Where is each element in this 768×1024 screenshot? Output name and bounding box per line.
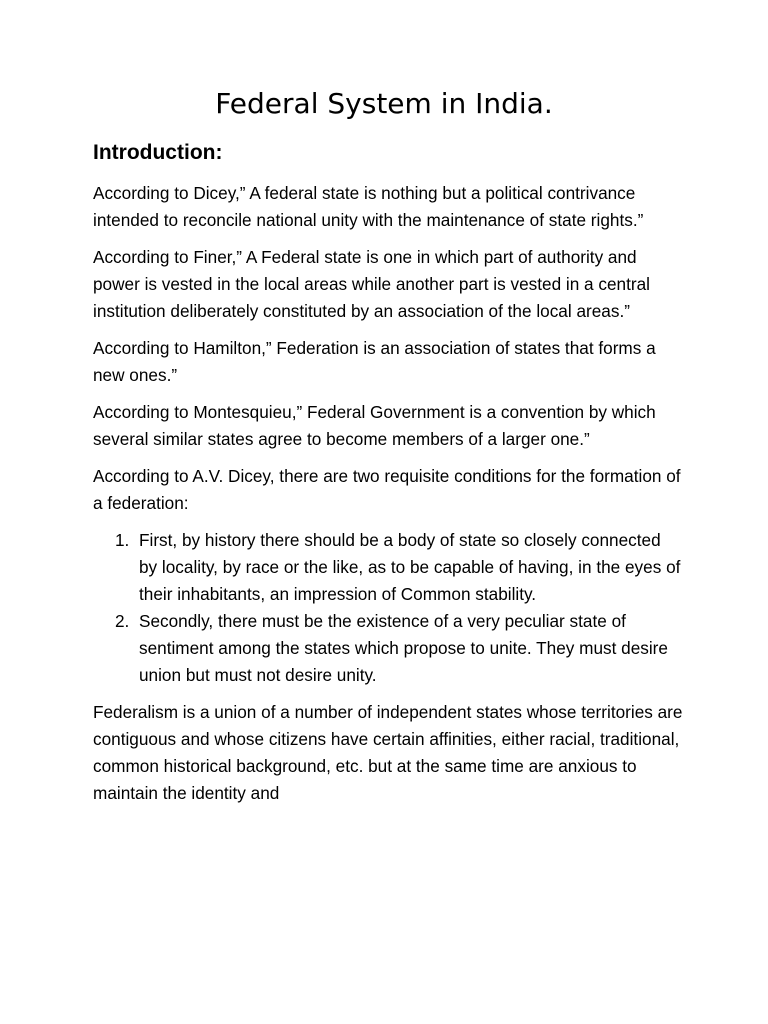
paragraph-finer-quote: According to Finer,” A Federal state is one in which part of authority and power is vested in the local areas while another part is vested in a central institution deliberately constituted by an association of the local areas.”: [93, 247, 650, 321]
paragraph-conditions-intro: According to A.V. Dicey, there are two requisite conditions for the formation of a federation:: [93, 466, 681, 513]
conditions-list: [93, 527, 683, 689]
paragraph-dicey-quote: According to Dicey,” A federal state is nothing but a political contrivance intended to reconcile national unity with the maintenance of state rights.”: [93, 183, 644, 230]
page-title: Federal System in India.: [215, 87, 553, 120]
list-item: [93, 527, 683, 608]
paragraph-federalism-definition: Federalism is a union of a number of independent states whose territories are contiguous and whose citizens have certain affinities, either racial, traditional, common historical background, etc. but at the same time are anxious to maintain the identity and: [93, 702, 683, 803]
paragraph-hamilton-quote: According to Hamilton,” Federation is an association of states that forms a new ones.”: [93, 338, 656, 385]
list-item-number: 2.: [115, 611, 130, 631]
list-item-text: Secondly, there must be the existence of a very peculiar state of sentiment among the states which propose to unite. They must desire union but must not desire unity.: [139, 611, 668, 685]
list-item-number: 1.: [115, 530, 130, 550]
document-body: [93, 138, 683, 817]
section-heading: Introduction:: [93, 141, 223, 164]
list-item: [93, 608, 683, 689]
list-item-text: First, by history there should be a body of state so closely connected by locality, by race or the like, as to be capable of having, in the eyes of their inhabitants, an impression of Common stability.: [139, 530, 681, 604]
paragraph-montesquieu-quote: According to Montesquieu,” Federal Government is a convention by which several similar states agree to become members of a larger one.”: [93, 402, 656, 449]
